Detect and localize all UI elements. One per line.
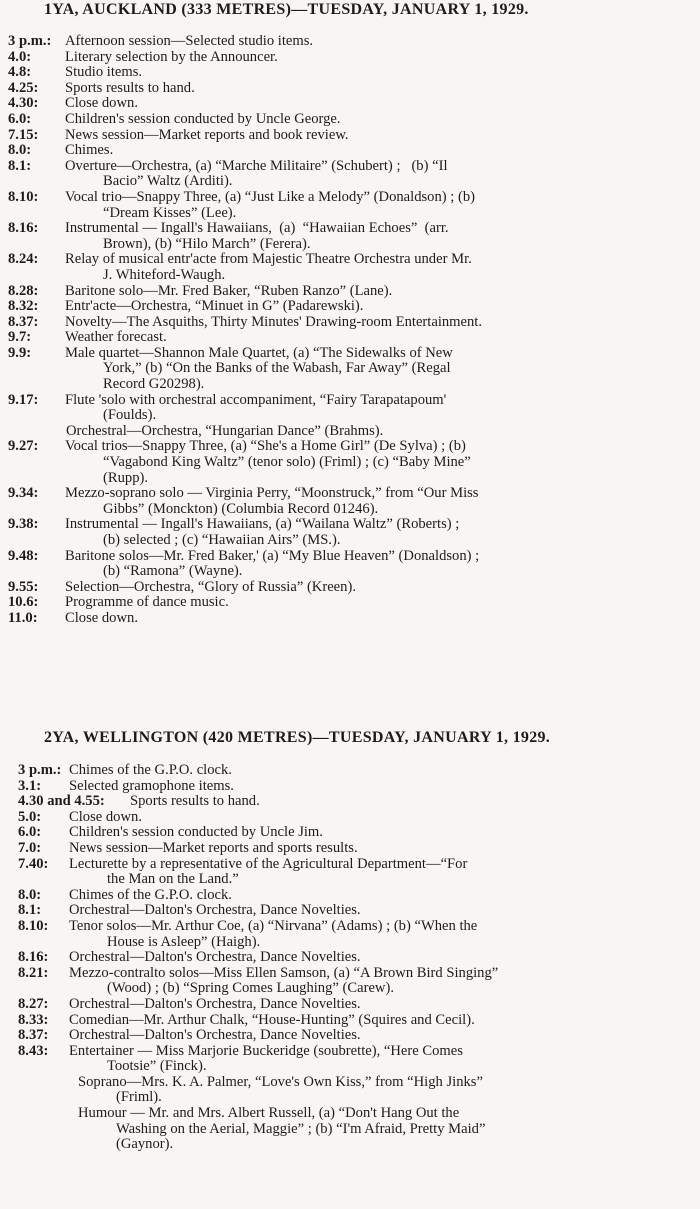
programme-time: 4.0:: [8, 48, 32, 65]
programme-time: 10.6:: [8, 594, 39, 611]
programme-entry: [0, 950, 700, 966]
programme-text: Sports results to hand.: [130, 793, 260, 810]
programme-time: 8.10:: [8, 188, 39, 205]
programme-text: Close down.: [65, 95, 138, 112]
programme-text: Soprano—Mrs. K. A. Palmer, “Love's Own Kiss,” from “High Jinks”: [78, 1073, 483, 1090]
programme-entry: [0, 143, 700, 159]
programme-entry: [0, 65, 700, 81]
programme-text-continued: Gibbs” (Monckton) (Columbia Record 01246).: [103, 500, 379, 517]
programme-entry: [0, 794, 700, 810]
programme-time: 7.40:: [18, 855, 49, 872]
programme-text: Overture—Orchestra, (a) “Marche Militaire” (Schubert) ; (b) “Il: [65, 157, 448, 174]
programme-entry: [0, 299, 700, 315]
programme-text-continued: (b) “Ramona” (Wayne).: [103, 563, 243, 580]
programme-time: 11.0:: [8, 609, 38, 626]
programme-text: Literary selection by the Announcer.: [65, 48, 278, 65]
programme-entry: [0, 517, 700, 548]
programme-time: 8.0:: [18, 886, 42, 903]
programme-text: Orchestral—Dalton's Orchestra, Dance Novelties.: [69, 949, 361, 966]
programme-text-continued: Record G20298).: [103, 376, 205, 393]
programme-text: Chimes of the G.P.O. clock.: [69, 762, 232, 778]
programme-entry: [0, 96, 700, 112]
programme-text: Novelty—The Asquiths, Thirty Minutes' Drawing-room Entertainment.: [65, 313, 483, 330]
programme-time: 8.32:: [8, 298, 39, 315]
programme-text-continued: House is Asleep” (Haigh).: [107, 933, 261, 950]
programme-entry: [0, 81, 700, 97]
programme-entry: [0, 1028, 700, 1044]
programme-text: Comedian—Mr. Arthur Chalk, “House-Hunting” (Squires and Cecil).: [69, 1011, 475, 1028]
programme-time: 9.38:: [8, 516, 39, 533]
programme-text: Programme of dance music.: [65, 594, 229, 611]
programme-entry: [0, 966, 700, 997]
programme-text-continued: York,” (b) “On the Banks of the Wabash, Far Away” (Regal: [103, 360, 451, 377]
programme-text: Mezzo-contralto solos—Miss Ellen Samson, (a) “A Brown Bird Singing”: [69, 964, 499, 981]
programme-entry: [0, 159, 700, 190]
programme-time: 9.9:: [8, 344, 32, 361]
programme-list: [0, 34, 700, 627]
programme-entry: [0, 346, 700, 393]
programme-entry: [0, 221, 700, 252]
station-heading: 2YA, WELLINGTON (420 METRES)—TUESDAY, JANUARY 1, 1929.: [44, 729, 551, 746]
programme-text: Orchestral—Dalton's Orchestra, Dance Novelties.: [69, 995, 361, 1012]
programme-time: 9.7:: [8, 329, 32, 346]
programme-time: 7.15:: [8, 126, 39, 143]
programme-entry: [0, 1013, 700, 1029]
programme-text: Selected gramophone items.: [69, 777, 234, 794]
programme-entry: [0, 779, 700, 795]
programme-entry: [0, 888, 700, 904]
programme-time: 8.24:: [8, 251, 39, 268]
programme-time: 8.21:: [18, 964, 49, 981]
programme-entry: [0, 50, 700, 66]
programme-text: News session—Market reports and sports results.: [69, 839, 358, 856]
programme-text-continued: (Wood) ; (b) “Spring Comes Laughing” (Carew).: [107, 980, 394, 997]
programme-time: 9.55:: [8, 578, 39, 595]
programme-text: Close down.: [65, 609, 138, 626]
programme-entry: [0, 112, 700, 128]
programme-entry: [0, 1075, 700, 1106]
programme-time: 8.43:: [18, 1042, 49, 1059]
programme-text: Vocal trio—Snappy Three, (a) “Just Like a Melody” (Donaldson) ; (b): [65, 188, 476, 205]
programme-text: Humour — Mr. and Mrs. Albert Russell, (a) “Don't Hang Out the: [78, 1105, 460, 1122]
programme-time: 8.37:: [18, 1027, 49, 1044]
programme-text: Mezzo-soprano solo — Virginia Perry, “Moonstruck,” from “Our Miss: [65, 485, 479, 502]
programme-time: 5.0:: [18, 808, 42, 825]
programme-entry: [0, 1044, 700, 1075]
programme-text: Weather forecast.: [65, 329, 167, 346]
programme-entry: [0, 315, 700, 331]
programme-text: Sports results to hand.: [65, 79, 195, 96]
programme-entry: [0, 424, 700, 440]
programme-text: Instrumental — Ingall's Hawaiians, (a) “Hawaiian Echoes” (arr.: [65, 220, 449, 237]
programme-entry: [0, 486, 700, 517]
programme-text: Children's session conducted by Uncle George.: [65, 110, 341, 127]
programme-text-continued: (Rupp).: [103, 469, 148, 486]
programme-text-continued: “Vagabond King Waltz” (tenor solo) (Friml) ; (c) “Baby Mine”: [103, 454, 471, 471]
programme-text-continued: (b) selected ; (c) “Hawaiian Airs” (MS.).: [103, 532, 341, 548]
programme-text: Children's session conducted by Uncle Jim.: [69, 824, 323, 841]
programme-entry: [0, 190, 700, 221]
programme-text: Orchestral—Dalton's Orchestra, Dance Novelties.: [69, 1027, 361, 1044]
programme-text-continued: “Dream Kisses” (Lee).: [103, 204, 237, 221]
programme-text: Orchestral—Orchestra, “Hungarian Dance” (Brahms).: [66, 422, 384, 439]
programme-text: Male quartet—Shannon Male Quartet, (a) “The Sidewalks of New: [65, 344, 453, 361]
programme-text: Afternoon session—Selected studio items.: [65, 33, 314, 49]
programme-entry: [0, 841, 700, 857]
programme-text-continued: Brown), (b) “Hilo March” (Ferera).: [103, 235, 311, 252]
programme-text: Flute 'solo with orchestral accompaniment, “Fairy Tarapatapoum': [65, 391, 447, 408]
programme-time: 6.0:: [18, 824, 42, 841]
programme-time: 8.16:: [8, 220, 39, 237]
programme-text: Entertainer — Miss Marjorie Buckeridge (soubrette), “Here Comes: [69, 1042, 463, 1059]
programme-time: 6.0:: [8, 110, 32, 127]
programme-time: 7.0:: [18, 839, 42, 856]
programme-text: Chimes.: [65, 142, 114, 159]
programme-entry: [0, 393, 700, 424]
programme-time: 4.25:: [8, 79, 39, 96]
programme-time: 9.34:: [8, 485, 39, 502]
station-heading: 1YA, AUCKLAND (333 METRES)—TUESDAY, JANUARY 1, 1929.: [44, 1, 529, 18]
programme-time: 8.10:: [18, 917, 49, 934]
programme-text-continued: Tootsie” (Finck).: [107, 1058, 207, 1075]
programme-time: 8.16:: [18, 949, 49, 966]
programme-text: News session—Market reports and book review.: [65, 126, 349, 143]
programme-text: Baritone solos—Mr. Fred Baker,' (a) “My Blue Heaven” (Donaldson) ;: [65, 547, 480, 564]
programme-time: 8.33:: [18, 1011, 49, 1028]
programme-time: 9.17:: [8, 391, 39, 408]
programme-time: 8.1:: [8, 157, 32, 174]
programme-text: Selection—Orchestra, “Glory of Russia” (Kreen).: [65, 578, 356, 595]
programme-text-continued: Bacio” Waltz (Arditi).: [103, 173, 233, 190]
programme-text-continued: (Friml).: [116, 1089, 162, 1106]
programme-entry: [0, 903, 700, 919]
programme-entry: [0, 34, 700, 50]
programme-entry: [0, 611, 700, 627]
programme-time: 3.1:: [18, 777, 42, 794]
programme-entry: [0, 810, 700, 826]
programme-text: Lecturette by a representative of the Agricultural Department—“For: [69, 855, 468, 872]
programme-time: 4.30:: [8, 95, 39, 112]
programme-entry: [0, 1106, 700, 1153]
programme-entry: [0, 825, 700, 841]
programme-entry: [0, 284, 700, 300]
programme-text-continued: (Foulds).: [103, 407, 157, 424]
programme-text: Orchestral—Dalton's Orchestra, Dance Novelties.: [69, 902, 361, 919]
programme-entry: [0, 595, 700, 611]
programme-entry: [0, 857, 700, 888]
programme-time: 8.27:: [18, 995, 49, 1012]
programme-text: Entr'acte—Orchestra, “Minuet in G” (Padarewski).: [65, 298, 364, 315]
programme-entry: [0, 580, 700, 596]
programme-time: 4.8:: [8, 64, 32, 81]
programme-time: 9.27:: [8, 438, 39, 455]
programme-time: 8.28:: [8, 282, 39, 299]
programme-entry: [0, 252, 700, 283]
programme-entry: [0, 439, 700, 486]
programme-entry: [0, 549, 700, 580]
programme-time: 3 p.m.:: [18, 762, 62, 778]
programme-text: Tenor solos—Mr. Arthur Coe, (a) “Nirvana” (Adams) ; (b) “When the: [69, 917, 478, 934]
station-2ya-section: [0, 728, 700, 1153]
programme-list: [0, 763, 700, 1153]
programme-text-continued: the Man on the Land.”: [107, 871, 239, 888]
programme-text: Vocal trios—Snappy Three, (a) “She's a Home Girl” (De Sylva) ; (b): [65, 438, 466, 455]
programme-time: 8.37:: [8, 313, 39, 330]
programme-text-continued: J. Whiteford-Waugh.: [103, 266, 226, 283]
programme-entry: [0, 763, 700, 779]
programme-time: 9.48:: [8, 547, 39, 564]
programme-time: 4.30 and 4.55:: [18, 793, 105, 810]
programme-time: 3 p.m.:: [8, 33, 52, 49]
programme-time: 8.0:: [8, 142, 32, 159]
programme-entry: [0, 128, 700, 144]
programme-text: Relay of musical entr'acte from Majestic Theatre Orchestra under Mr.: [65, 251, 472, 268]
programme-text: Instrumental — Ingall's Hawaiians, (a) “Wailana Waltz” (Roberts) ;: [65, 516, 460, 533]
programme-text: Baritone solo—Mr. Fred Baker, “Ruben Ranzo” (Lane).: [65, 282, 393, 299]
programme-text-continued: Washing on the Aerial, Maggie” ; (b) “I'm Afraid, Pretty Maid”: [116, 1120, 486, 1137]
programme-text: Chimes of the G.P.O. clock.: [69, 886, 232, 903]
programme-text: Studio items.: [65, 64, 143, 81]
programme-text: Close down.: [69, 808, 142, 825]
programme-time: 8.1:: [18, 902, 42, 919]
programme-entry: [0, 330, 700, 346]
programme-entry: [0, 997, 700, 1013]
programme-entry: [0, 919, 700, 950]
programme-text-continued: (Gaynor).: [116, 1136, 174, 1153]
